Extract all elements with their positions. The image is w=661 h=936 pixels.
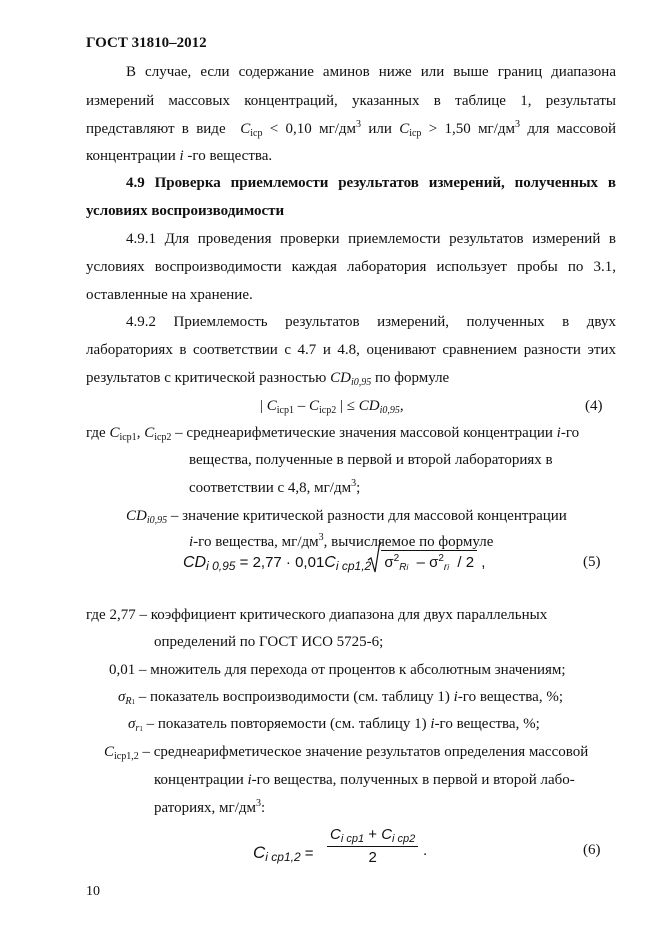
legend-277-line1: где 2,77 – коэффициент критического диапазона для двух параллельных — [86, 607, 548, 623]
para1-line3: представляют в виде $C_{iср} < 0,10$ $мг/дм^3$ или $C_{iср} > 1,50$ $мг/дм^3$ для массовой — [86, 119, 617, 139]
legend-c-line2: концентрации i-го вещества, полученных в первой и второй лабо- — [154, 772, 575, 788]
equation-6-denominator: 2 — [368, 849, 377, 866]
p492-line3: результатов с критической разностью $CD_{i0,95}$ по формуле — [86, 370, 450, 388]
sqrt-sign: $\sigma^2_{Ri} - \sigma^2_{ri} / 2$ — [381, 550, 477, 575]
p491-line1: 4.9.1 Для проведения проверки приемлемости результатов измерений в — [126, 231, 616, 247]
where-cd-line2: i-го вещества, $мг/дм^3$, вычисляемое по формуле — [189, 532, 494, 550]
equation-5: $CD_{i 0,95} = 2,77 \cdot 0,01C_{i ср1,2}$ $\sigma^2_{Ri} - \sigma^2_{ri} / 2$ , — [183, 550, 485, 590]
where-c-line1: где $C_{iср1}$, $C_{iср2}$ – среднеарифметические значения массовой концентрации i-го — [86, 425, 580, 443]
where-c-line3: соответствии с 4,8, $мг/дм^3$; — [189, 478, 361, 496]
p492-line1: 4.9.2 Приемлемость результатов измерений, полученных в двух — [126, 314, 616, 330]
document-header: ГОСТ 31810–2012 — [86, 35, 207, 51]
legend-c-line3: раториях, $мг/дм^3$: — [154, 798, 266, 816]
equation-4-number: (4) — [585, 398, 603, 414]
equation-6-number: (6) — [583, 842, 601, 858]
p492-line2: лабораториях в соответствии с 4.7 и 4.8, оценивают сравнением разности этих — [86, 342, 616, 358]
para1-line2: измерений массовых концентраций, указанных в таблице 1, результаты — [86, 93, 616, 109]
legend-sigma-R: $\sigma_{R1}$ – показатель воспроизводимости (см. таблицу 1) i-го вещества, %; — [118, 689, 563, 707]
p491-line2: условиях воспроизводимости каждая лаборатория использует пробы по 3.1, — [86, 259, 616, 275]
where-cd-line1: $CD_{i0,95}$ – значение критической разности для массовой концентрации — [126, 508, 567, 526]
page-number: 10 — [86, 884, 100, 899]
legend-277-line2: определений по ГОСТ ИСО 5725-6; — [154, 634, 384, 650]
para1-line1: В случае, если содержание аминов ниже или выше границ диапазона — [126, 64, 616, 80]
para1-line4: концентрации i -го вещества. — [86, 148, 273, 164]
p491-line3: оставленные на хранение. — [86, 287, 253, 303]
equation-6-lhs: $C_{i ср1,2}$ = — [253, 843, 314, 864]
legend-sigma-r: $\sigma_{r1}$ – показатель повторяемости (см. таблицу 1) i-го вещества, %; — [128, 716, 540, 734]
equation-6-period: . — [423, 842, 428, 859]
legend-001: 0,01 – множитель для перехода от процентов к абсолютным значениям; — [109, 662, 566, 678]
equation-6-numerator: $C_{i ср1} + C_{i ср2}$ — [327, 824, 418, 847]
legend-c-line1: $C_{iср1,2}$ – среднеарифметическое значение результатов определения массовой — [104, 744, 589, 762]
where-c-line2: вещества, полученные в первой и второй лабораториях в — [189, 452, 553, 468]
section-4-9-title-line2: условиях воспроизводимости — [86, 203, 285, 219]
equation-4: | $C_{iср1} - C_{iср2}$ | ≤ $CD_{i0,95}$, — [260, 398, 404, 416]
section-4-9-title: 4.9 Проверка приемлемости результатов измерений, полученных в — [126, 175, 616, 191]
sqrt-radical-icon — [367, 540, 381, 574]
equation-6-fraction — [327, 824, 418, 869]
equation-5-number: (5) — [583, 554, 601, 570]
